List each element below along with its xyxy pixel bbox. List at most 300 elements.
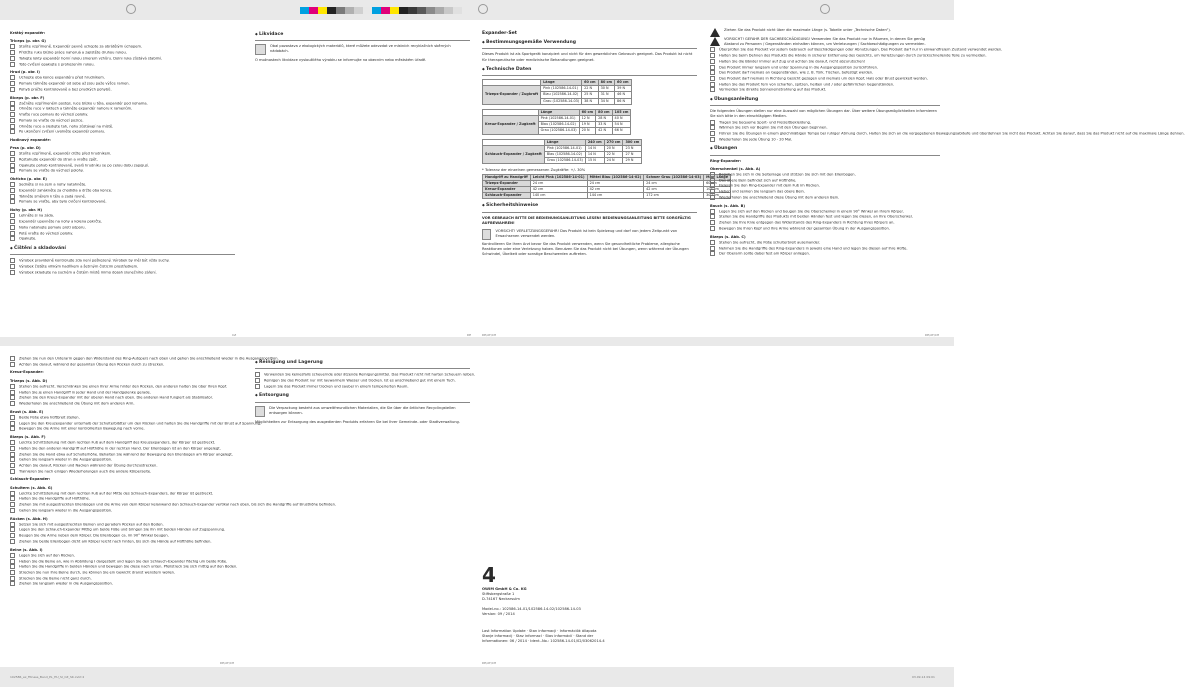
table-header: 60 cm: [582, 80, 598, 86]
checkbox-bullet-icon: [10, 270, 15, 275]
list-item-text: Gehen Sie langsam wieder in die Ausgangsposition.: [19, 508, 113, 513]
list-item-text: Poté vraťte do výchozí polohy.: [19, 231, 74, 235]
list-item: [710, 53, 987, 59]
list-item-text: Pomalu táhněte expandér od sebe až jsou paže výšce ramen.: [19, 81, 130, 86]
page-number: DE/AT/CH: [482, 333, 497, 337]
list-item-text: Heben und senken Sie langsam das obere Bein.: [719, 189, 805, 194]
checkbox-bullet-icon: [710, 209, 715, 214]
list-item-text: Fixieren Sie den Ring-Expander mit dem Fuß im Rücken.: [719, 183, 820, 188]
list-item-text: Halten Sie beim Dehnen des Produkts die Hände in sicherer Entfernung des Gesichts, um Verletzungen durch zurückschnellende Teile zu vermeiden.: [719, 53, 987, 58]
checkbox-bullet-icon: [10, 106, 15, 111]
list-item-text: Wiederholen Sie jede Übung 10 - 20 Mal.: [719, 137, 793, 142]
list-item-text: Gehen Sie langsam wieder in die Ausgangsposition.: [19, 457, 113, 462]
checkbox-bullet-icon: [10, 570, 15, 575]
list-item-text: Hodinový expandér:: [10, 137, 51, 142]
list-item-text: Halten Sie die Handgriffe auf Hüfthöhe.: [19, 496, 90, 501]
checkbox-bullet-icon: [10, 236, 15, 241]
color-swatch: [408, 7, 417, 14]
table-header: Leicht Pink (102586-14-01): [530, 174, 587, 180]
checkbox-bullet-icon: [710, 70, 715, 75]
checkbox-bullet-icon: [10, 446, 15, 451]
list-item-text: Stoňte vzpřímeně. Expandér pevně uchopte za obrátělým úchopem.: [19, 44, 143, 49]
table-cell: Pink (102586-14-01): [544, 145, 585, 151]
checkbox-bullet-icon: [710, 59, 715, 64]
table-header: 105 cm: [612, 109, 631, 115]
table-cell: 172 cm: [644, 193, 704, 199]
color-swatch: [435, 7, 444, 14]
table-cell: 23 N: [623, 145, 642, 151]
registration-mark-icon: [126, 4, 136, 14]
spec-table: [482, 109, 631, 135]
list-item-text: Hrud (p. obr. I): [10, 70, 40, 75]
table-cell: Blau (102586-14-02): [541, 92, 582, 98]
list-item-text: Bizeps (s. Abb. F): [10, 434, 46, 439]
section-title: ◆ Technische Daten: [482, 67, 697, 72]
list-item-text: Nohy natahujte pomalu proti odporu.: [19, 225, 86, 230]
table-cell: 86 N: [615, 98, 631, 104]
version: Version: 09 / 2014: [482, 611, 515, 616]
list-item-text: Bewegen Sie die Arme mit einer kontrollierten Bewegung nach vorne.: [19, 426, 145, 431]
checkbox-bullet-icon: [10, 199, 15, 204]
body-text: Kontrollieren Sie Ihren Arzt bevor Sie das Produkt verwenden, wenn Sie gesundheitliche Probleme, allergische Reaktionen oder eine Verletzung haben. Benutzen Sie das Produkt nicht bei Übungen, wenn während der Übungen Schwindel, Übelkeit oder sonstige Beschwerden auftreten.: [482, 242, 689, 257]
table-header: 270 cm: [604, 139, 623, 145]
list-item-text: Kreuz-Expander:: [10, 370, 44, 375]
checkbox-bullet-icon: [710, 195, 715, 200]
checkbox-bullet-icon: [10, 151, 15, 156]
table-cell: 22 N: [582, 86, 598, 92]
table-cell: 144 cm: [587, 193, 644, 199]
safety-heading: VOR GEBRAUCH BITTE DIE BEDIENUNGSANLEITUNG LESEN! BEDIENUNGSANLEITUNG BITTE SORGFÄLTIG AUFBEWAHREN!: [482, 215, 691, 225]
body-text: Möglichkeiten zur Entsorgung des ausgedienten Produkts erfahren Sie bei Ihrer Gemeinde- oder Stadtverwaltung.: [255, 419, 460, 424]
list-item-text: Ziehen Sie mit ausgestreckten Ellenbogen und die Arme von dem Körper kelanwand den Schlauch-Expander vertikal nach oben, bis sich die Handgriffe auf Brusthöhe befinden.: [19, 502, 337, 507]
checkbox-bullet-icon: [10, 101, 15, 106]
table-cell: 14 N: [585, 152, 604, 158]
subheading: [10, 138, 235, 143]
checkbox-bullet-icon: [10, 124, 15, 129]
list-item: [10, 87, 235, 93]
table-cell: Kreuz-Expander: [483, 187, 531, 193]
checkbox-bullet-icon: [10, 415, 15, 420]
checkbox-bullet-icon: [710, 226, 715, 231]
table-cell: 28 N: [596, 116, 612, 122]
page-number: DE/AT/CH: [925, 333, 940, 337]
list-item-text: Ziehen Sie die Hand etwa auf Schulterhöhe. Behalten Sie während der Bewegung den Ellenbogen am Körper angelegt.: [19, 452, 233, 457]
checkbox-bullet-icon: [10, 469, 15, 474]
checkbox-bullet-icon: [710, 189, 715, 194]
list-item-text: Brust (s. Abb. E): [10, 409, 44, 414]
list-item-text: Begeben Sie sich in die Seitenlage und stützen Sie sich mit den Ellenbogen.: [719, 172, 856, 177]
list-item-text: Das Produkt darf niemals in Richtung Gesicht gezogen und niemals um den Kopf, Hals oder Brust gewickelt werden.: [719, 76, 928, 81]
checkbox-bullet-icon: [10, 508, 15, 513]
list-item-text: Ziehen Sie beide Ellenbogen dicht am Körper leicht nach hinten, bis sich die Hände auf Hüfthöhe befinden.: [19, 539, 212, 544]
checkbox-bullet-icon: [10, 188, 15, 193]
list-item-text: Vermeiden Sie direkte Sonneneinstrahlung auf das Produkt.: [719, 87, 827, 92]
list-item: [10, 62, 235, 68]
list-item: [10, 362, 240, 368]
subheading: Ring-Expander:: [710, 158, 742, 163]
color-swatch: [426, 7, 435, 14]
list-item-text: Opakujte pohyb kontrolovaně, svalů hrudníku se po celou dobu zapojují.: [19, 163, 149, 168]
checkbox-bullet-icon: [10, 390, 15, 395]
list-item-text: Po ukončení cvičení uvolněte expandér pomalu.: [19, 129, 106, 134]
checkbox-bullet-icon: [710, 251, 715, 256]
list-item-text: Vraťte ruce pomalu do výchozí polohy.: [19, 112, 89, 117]
list-item: [10, 581, 240, 587]
checkbox-bullet-icon: [710, 82, 715, 87]
list-item-text: Bewegen Sie Ihren Kopf und Ihre Arme während der gesamten Übung in der Ausgangsposition.: [719, 226, 890, 231]
model-number: Model-no.: 102586-14-01/102586-14-02/102586-14-03: [482, 606, 581, 611]
list-item: [255, 378, 470, 384]
table-cell: 12 N: [579, 116, 595, 122]
divider: [10, 254, 235, 255]
list-item-text: Strecken Sie nun Ihre Beine durch, sie können Sie ein Gewicht dranst wenstern wollen.: [19, 570, 176, 575]
logo-number: 4: [482, 563, 496, 587]
table-row: [483, 174, 731, 180]
color-swatch: [318, 7, 327, 14]
list-item-text: Prsa (p. obr. D): [10, 146, 41, 151]
color-swatch: [309, 7, 318, 14]
checkbox-bullet-icon: [255, 378, 260, 383]
note-text: Obal pozostava z ekologických materiálů, které můžete odevzdat ve místních recyklačních sběrných nádobách.: [269, 44, 451, 54]
warning-line: [710, 28, 940, 37]
table-cell: 60 cm: [704, 180, 731, 186]
page-number: DE/AT/CH: [482, 661, 497, 665]
list-item: [10, 539, 240, 545]
list-item-text: Biceps (p. obr. F): [10, 95, 45, 100]
list-item: [10, 440, 240, 446]
list-item-text: Ohněte ruce a sledujte tah, nohy zůstávají na místě.: [19, 124, 114, 129]
note-text: Die Verpackung besteht aus umweltfreundlichen Materialien, die Sie über die örtlichen Recyclingstellen entsorgen können.: [269, 405, 456, 415]
list-item-text: Wärmen Sie sich vor Beginn Sie mit den Übungen beginnen.: [719, 125, 828, 130]
checkbox-bullet-icon: [10, 395, 15, 400]
checkbox-bullet-icon: [710, 125, 715, 130]
list-item-text: Halten Sie je einen Handgriff in jeder Hand und der Handgelenke gerade.: [19, 390, 151, 395]
list-item: [710, 226, 940, 232]
table-cell: Grau (102586-14-03): [538, 128, 579, 134]
table-cell: 14 N: [585, 145, 604, 151]
checkbox-bullet-icon: [10, 182, 15, 187]
list-item-text: Uchopte oba konce expandéru před hrudníkem.: [19, 75, 105, 80]
list-item-text: Der Oberarm sollte dabei fest am Körper anliegen.: [719, 251, 810, 256]
checkbox-bullet-icon: [710, 172, 715, 177]
warning-block: [482, 229, 697, 240]
list-item-text: Sedněte si na zem a nohy natahněte.: [19, 182, 87, 187]
checkbox-bullet-icon: [10, 213, 15, 218]
list-item: [10, 129, 235, 135]
checkbox-bullet-icon: [10, 75, 15, 80]
checkbox-bullet-icon: [255, 372, 260, 377]
list-item-text: Überprüfen Sie das Produkt vor jedem Gebrauch auf Beschädigungen oder Abnutzungen. Das Produkt darf nur in einwandfreiem Zustand verwendet werden.: [719, 47, 1003, 52]
print-top-bar: [0, 0, 954, 20]
list-item-text: Táhněte směrem k tělu a zadá rovně.: [19, 194, 86, 199]
table-cell: 42 cm: [644, 187, 704, 193]
table-cell: 40 N: [612, 116, 631, 122]
subheading: Bauch (s. Abb. B): [710, 203, 745, 208]
color-swatch: [336, 7, 345, 14]
table-header: Länge: [538, 109, 579, 115]
list-item-text: Roztahujte expandér do stran a vraťte zpět.: [19, 157, 98, 162]
table-header: Länge: [544, 139, 585, 145]
checkbox-bullet-icon: [10, 426, 15, 431]
body-text: O možnostech likvidace vysloužilého výrobku se informujte na obecním nebo městském úřadě.: [255, 58, 427, 63]
subheading: [10, 370, 240, 375]
list-item: [710, 76, 940, 82]
list-item-text: Reinigen Sie das Produkt nur mit lauwarmem Wasser und trocken. Ist es anschließend gut mit einem Tuch.: [264, 378, 456, 383]
checkbox-bullet-icon: [710, 246, 715, 251]
tolerance-note: * Toleranz der einzelnen gemessenen Zugkräfte: +/- 30%: [482, 168, 586, 173]
checkbox-bullet-icon: [10, 502, 15, 507]
table-cell: 24 cm: [644, 180, 704, 186]
table-cell: 42 cm: [530, 187, 587, 193]
column-manufacturer: [482, 565, 697, 645]
checkbox-bullet-icon: [10, 264, 15, 269]
list-item-text: Expandér zahákněte za chodidla a držte oba konce.: [19, 188, 113, 193]
checkbox-bullet-icon: [710, 47, 715, 52]
divider: [482, 75, 697, 76]
checkbox-bullet-icon: [710, 120, 715, 125]
column-cleaning-disposal: [255, 356, 476, 425]
checkbox-bullet-icon: [710, 65, 715, 70]
list-item-text: Lehněte si na záda.: [19, 213, 55, 218]
list-item-text: Heben Sie die Beine an, wie in Abbildung I dargestellt und legen Sie den Schlauch-Expander flächig um beide Füße.: [19, 559, 228, 563]
subheading: [10, 477, 240, 482]
triangle-logo-icon: [496, 571, 512, 585]
list-item-text: Setzen Sie sich mit ausgestreckten Beinen und geradem Rücken auf den Boden.: [19, 522, 164, 527]
checkbox-bullet-icon: [10, 356, 15, 361]
table-row-label: Schlauch-Expander / Zugkraft: [483, 145, 545, 164]
list-item-text: Legen Sie sich auf den Rücken.: [19, 553, 75, 558]
table-header: 80 cm: [598, 80, 614, 86]
list-item-text: Pomaly se vraťte do výchozí pozice.: [19, 118, 84, 123]
list-item-text: Das Produkt darf niemals an Gegenständen, wie z. B. Türk. Tischen, befestigt werden.: [719, 70, 874, 75]
list-item-text: Nehmen Sie die Handgriffe des Ring-Expanders in jeweils eine Hand und legen Sie diesen auf Ihre Hüfte.: [719, 246, 908, 250]
spec-table: [482, 139, 642, 165]
checkbox-bullet-icon: [10, 112, 15, 117]
page-number: DE/AT/CH: [220, 661, 235, 665]
checkbox-bullet-icon: [10, 62, 15, 67]
list-item-text: Pomalu se vraťte do výchozí polohy.: [19, 168, 84, 173]
table-cell: 19 N: [579, 122, 595, 128]
checkbox-bullet-icon: [10, 564, 15, 569]
checkbox-bullet-icon: [10, 362, 15, 367]
list-item-text: Trainieren Sie nach einigen Wiederholungen auch die andere Körperseite.: [19, 469, 152, 474]
checkbox-bullet-icon: [10, 496, 15, 501]
list-item-text: Leichte Schrittstellung mit dem rechten Fuß auf der Mitte des Schlauch-Expanders, der Körper ist gestreckt.: [19, 491, 214, 496]
list-item: [10, 168, 235, 174]
list-item: [710, 137, 940, 143]
print-bottom-bar: [0, 667, 954, 687]
checkbox-bullet-icon: [10, 457, 15, 462]
list-item-text: Začněte vzpřímeném postoji, ruce blízko u těla, expandér pod nohama.: [19, 101, 148, 106]
table-cell: 42 N: [596, 128, 612, 134]
list-item-text: Leichte Schrittstellung mit dem rechten Fuß auf dem Handgriff des Kreuzexpanders, der Körper ist gestreckt.: [19, 440, 216, 445]
color-swatch: [372, 7, 381, 14]
section-title: ◆ Bestimmungsgemäße Verwendung: [482, 40, 697, 45]
list-item-text: Legen Sie den Schlauch-Expander Mittig um beide Füße und bringen Sie ihn mit beiden Händen auf Zugspannung.: [19, 527, 226, 532]
section-title: ◆ Likvidace: [255, 32, 470, 37]
table-cell: 42 cm: [587, 187, 644, 193]
address-line: Stiftsbergstraße 1: [482, 592, 515, 597]
checkbox-bullet-icon: [255, 384, 260, 389]
list-item: [10, 508, 240, 514]
list-item: [710, 251, 940, 257]
section-title: ◆ Übungen: [710, 146, 940, 151]
list-item: [10, 356, 279, 362]
checkbox-bullet-icon: [710, 220, 715, 225]
checkbox-bullet-icon: [10, 168, 15, 173]
column-exercise-guide: [710, 28, 1185, 257]
checkbox-bullet-icon: [710, 131, 715, 136]
table-cell: Schlauch-Expander: [483, 193, 531, 199]
divider: [482, 212, 697, 213]
list-item-text: Krátký expandér:: [10, 31, 46, 35]
table-cell: 25 N: [582, 92, 598, 98]
table-cell: 34 N: [598, 98, 614, 104]
list-item: [710, 87, 940, 93]
checkbox-bullet-icon: [10, 522, 15, 527]
table-cell: 27 N: [623, 152, 642, 158]
list-item-text: Pomalu se vraťte, aby bylo cvičení kontrolované.: [19, 199, 107, 204]
divider: [482, 48, 697, 49]
table-cell: 24 cm: [587, 180, 644, 186]
table-cell: 46 N: [615, 92, 631, 98]
checkbox-bullet-icon: [10, 231, 15, 236]
table-cell: 20 N: [604, 145, 623, 151]
list-item-text: Ziehen Sie nun den Unterarm gegen den Widerstand des Ring-Autopers nach oben und gehen Sie anschließend wieder in die Ausgangsposition.: [19, 356, 279, 361]
list-item-text: Ziehen Sie Ihre Knie entgegen das Widerstands des Ring-Expanders in Richtung Ihres Körpers an.: [719, 220, 895, 225]
table-header: Schwer Grau (102586-14-03): [644, 174, 704, 180]
color-swatch: [390, 7, 399, 14]
table-cell: 105 cm: [704, 187, 731, 193]
list-item-text: Das obere Bein befindet sich auf Hüfthöhe.: [719, 178, 797, 183]
list-item-text: Trizeps (s. Abb. D): [10, 378, 48, 383]
list-item-text: Stellen Sie die Handgriffe des Produkts mit beiden Händen fest und legen Sie diesen, an Ihre Oberschenkel.: [719, 214, 913, 219]
table-cell: 15 N: [585, 158, 604, 164]
checkbox-bullet-icon: [10, 81, 15, 86]
table-cell: Pink (102586-14-01): [538, 116, 579, 122]
checkbox-bullet-icon: [10, 581, 15, 586]
list-item-text: Führen Sie die Übungen in einem gleichmäßigen Tempo bei ruhiger Atmung durch. Halten Sie sich an die vorgegebenen Bewegungsabläufe und überdehnen Sie nicht das Produkt. Achten Sie darauf, dass Sie das Produkt nicht auf die maximale Länge dehnen.: [719, 131, 1185, 136]
page-number: CZ: [232, 333, 237, 337]
checkbox-bullet-icon: [710, 183, 715, 188]
table-header: Mittel Blau (102586-14-02): [587, 174, 644, 180]
list-item-text: Expandér upevněte na nohy a kolena pokrčte.: [19, 219, 103, 224]
table-cell: 39 N: [615, 86, 631, 92]
table-header: Max. Länge: [704, 174, 731, 180]
list-item-text: Legen Sie den Kreuzexpander unterhalb der Schulterblätter um den Rücken und halten Sie die Handgriffe mit der Brust auf Spannung.: [19, 421, 262, 426]
list-item-text: Toto cvičení opakujte s prohozením rukou.: [19, 62, 95, 67]
list-item: [255, 384, 470, 390]
color-swatch: [354, 7, 363, 14]
list-item: [10, 469, 240, 475]
list-item-text: Ziehen Sie langsam wieder in die Ausgangsposition.: [19, 581, 113, 586]
table-cell: 30 N: [598, 86, 614, 92]
table-header: 240 cm: [585, 139, 604, 145]
list-item-text: Stoňte vzpřímeně, expandér držte před hrudníkem.: [19, 151, 112, 156]
divider: [710, 155, 940, 156]
list-item-text: Výrobek čistěte vlhkým hadříkem a šetrným čisticim prostředkem.: [19, 264, 139, 269]
print-mid-bar: [0, 337, 954, 346]
list-item-text: Beugen Sie die Arme neben dem Körper. Die Ellenbogen ca. im 90° Winkel beugen.: [19, 533, 169, 538]
table-row-label: Trizeps-Expander / Zugkraft: [483, 86, 541, 105]
spec-table: [482, 174, 731, 200]
list-item-text: Achten Sie darauf, während der gesamten Übung den Rücken durch zu strecken.: [19, 362, 165, 367]
color-swatch: [453, 7, 462, 14]
list-item-text: Tahejte lokty expandér horní rukou smerem vzhůru. Dolni ruka zůstává stabilní.: [19, 56, 163, 61]
body-text: Dieses Produkt ist als Sportgerät konzipiert und nicht für den gewerblichen Gebrauch geeignet. Das Produkt ist nicht für therapeutische oder medizinische Behandlungen geeignet.: [482, 52, 693, 62]
checkbox-bullet-icon: [10, 129, 15, 134]
checkbox-bullet-icon: [10, 50, 15, 55]
list-item: [10, 426, 240, 432]
section-title: ◆ Entsorgung: [255, 393, 470, 398]
list-item-text: Halten Sie den anderen Handgriff auf Hüfthöhe in der rechten Hand. Der Ellenbogen ist an den Körper angelegt.: [19, 446, 221, 451]
list-item: [10, 199, 235, 205]
table-header: Handgriff zu Handgriff: [483, 174, 531, 180]
list-item-text: Das Produkt immer langsam und unter Spannung in die Ausgangsposition zurückführen.: [719, 65, 879, 70]
child-warning-icon: [482, 229, 491, 240]
info-line: Informationen: 06 / 2014 · Ident.-No.: 102586-14-01/02/03062014-4: [482, 639, 605, 644]
warning-text: VORSICHT! VERLETZUNGSGEFAHR! Das Produkt ist kein Spielzeug und darf von jedem Zeitpunkt von Erwachsenen verwendet werden.: [495, 229, 678, 239]
table-header: 300 cm: [623, 139, 642, 145]
list-item-text: Halten Sie das Produkt fern von scharfen, spitzen, heißen und / oder gefährlichen Gegenständen.: [719, 82, 895, 87]
list-item: [10, 446, 240, 452]
list-item: [10, 270, 235, 276]
color-swatch: [417, 7, 426, 14]
subheading: [10, 31, 235, 36]
recycling-icon: [255, 406, 265, 417]
color-swatch: [444, 7, 453, 14]
checkbox-bullet-icon: [10, 118, 15, 123]
table-cell: Trizeps-Expander: [483, 180, 531, 186]
registration-mark-icon: [478, 4, 488, 14]
table-cell: 22 N: [604, 152, 623, 158]
table-cell: Grau (102586-14-03): [541, 98, 582, 104]
body-text: Die folgenden Übungen stellen nur eine Auswahl von möglichen Übungen dar. Über weitere Übungsmöglichkeiten informieren Sie sich bitte in den einschlägigen Medien.: [710, 109, 937, 119]
list-item-text: Wiederholen Sie anschließend die Übung mit dem anderen Arm.: [19, 401, 135, 406]
checkbox-bullet-icon: [10, 421, 15, 426]
checkbox-bullet-icon: [10, 463, 15, 468]
list-item: [10, 236, 235, 242]
list-item-text: Schlauch-Expander:: [10, 477, 51, 482]
list-item-text: Ziehen Sie den Kreuz-Expander mit der oberen Hand nach oben. Die anderen Hand fungiert als Stabilisator.: [19, 395, 213, 400]
info-line: Stanje informacij · Stav informací · Stav informácií · Stand der: [482, 634, 594, 639]
registration-mark-icon: [820, 4, 830, 14]
section-title: ◆ Čištění a skladování: [10, 246, 235, 251]
recycling-note: [255, 44, 470, 55]
checkbox-bullet-icon: [710, 240, 715, 245]
table-cell: 300 cm: [704, 193, 731, 199]
table-cell: 66 N: [612, 128, 631, 134]
list-item-text: Wiederholen Sie anschließend diese Übung mit dem anderen Bein.: [719, 195, 840, 200]
checkbox-bullet-icon: [710, 87, 715, 92]
list-item-text: Schultern (s. Abb. G): [10, 485, 53, 490]
page-title: Expander-Set: [482, 31, 517, 36]
checkbox-bullet-icon: [10, 533, 15, 538]
checkbox-bullet-icon: [10, 559, 15, 564]
table-cell: 24 N: [604, 158, 623, 164]
checkbox-bullet-icon: [710, 76, 715, 81]
list-item-text: Beine (s. Abb. I): [10, 547, 43, 552]
list-item-text: Obřícho (p. obr. E): [10, 177, 47, 182]
table-header: 80 cm: [596, 109, 612, 115]
list-item-text: Halten Sie die Handgriffe in beiden Händen und bewegen Sie diese nach unten. Pfeilstreck Sie sich mittig auf den Boden.: [19, 564, 238, 569]
list-item-text: Legen Sie sich auf den Rücken und beugen Sie die Oberschenkel in einem 90° Winkel an Ihrem Körper.: [719, 209, 904, 214]
color-swatch: [300, 7, 309, 14]
table-cell: Blau (102586-14-02): [544, 152, 585, 158]
table-cell: Blau (102586-14-02): [538, 122, 579, 128]
color-swatch: [363, 7, 372, 14]
list-item-text: Strecken Sie die Beine nicht ganz durch.: [19, 576, 92, 581]
